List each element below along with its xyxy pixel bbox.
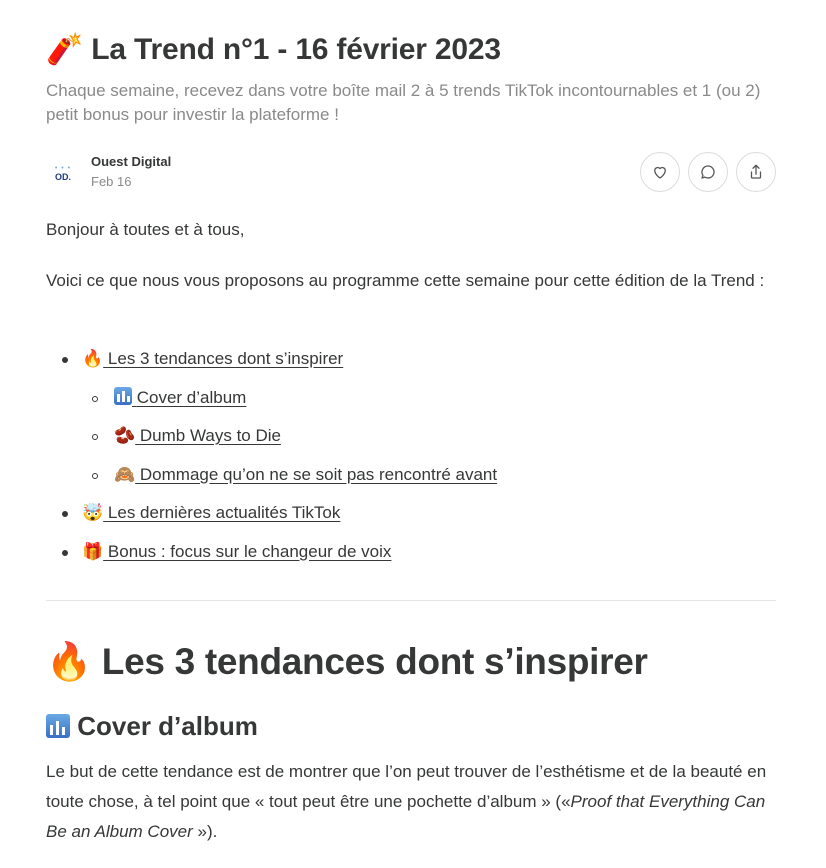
toc-link-label: Dumb Ways to Die (139, 426, 281, 445)
post-actions (640, 152, 776, 192)
toc-link-label: Bonus : focus sur le changeur de voix (107, 541, 392, 561)
body-text: Le but de cette tendance est de montrer que l’on peut trouver de l’esthétisme et de la beauté en toute chose, à tel point que « tout peut être une pochette d’album » (« (46, 762, 767, 811)
post-subtitle: Chaque semaine, recevez dans votre boîte mail 2 à 5 trends TikTok incontournables et 1 (ou 2) petit bonus pour investir la plateforme ! (46, 81, 761, 124)
post-title-text: La Trend n°1 - 16 février 2023 (91, 33, 501, 66)
sub-heading-text: Cover d’album (77, 711, 258, 741)
heart-icon (651, 163, 669, 181)
comment-button[interactable] (688, 152, 728, 192)
toc-link-dumb-ways[interactable] (114, 421, 281, 451)
toc-link-tendances[interactable] (82, 344, 343, 374)
section-heading (46, 637, 648, 687)
like-button[interactable] (640, 152, 680, 192)
avatar[interactable] (46, 156, 80, 190)
body-italic-text: Proof that Everything Can Be an Album Cover (46, 792, 766, 841)
bullet-circle-icon (92, 396, 98, 402)
toc-link-actualites[interactable] (82, 498, 340, 528)
body-text-end: »). (197, 822, 218, 841)
toc-link-label: Les dernières actualités TikTok (107, 503, 341, 522)
bullet-circle-icon (92, 473, 98, 479)
toc-item (46, 460, 776, 499)
cityscape-icon (114, 387, 132, 405)
section-heading-text: Les 3 tendances dont s’inspirer (101, 641, 648, 682)
section-divider (46, 600, 776, 601)
share-icon (747, 163, 765, 181)
toc-link-label: Dommage qu’on ne se soit pas rencontré avant (139, 464, 498, 484)
bullet-disc-icon (62, 357, 68, 363)
table-of-contents (46, 344, 776, 575)
firecracker-icon: 🧨 (46, 32, 84, 67)
toc-link-bonus[interactable] (82, 537, 391, 567)
toc-link-dommage[interactable] (114, 460, 497, 490)
comment-icon (699, 163, 717, 181)
share-button[interactable] (736, 152, 776, 192)
program-text: Voici ce que nous vous proposons au programme cette semaine pour cette édition de la Trend : (46, 271, 765, 290)
body-paragraph (46, 757, 776, 847)
fire-icon: 🔥 (46, 640, 92, 683)
cityscape-icon (46, 714, 70, 738)
post-date: Feb 16 (91, 174, 132, 189)
author-name[interactable]: Ouest Digital (91, 154, 172, 169)
toc-item (46, 498, 776, 537)
post-title (46, 30, 501, 70)
toc-link-cover-album[interactable] (114, 383, 246, 413)
see-no-evil-monkey-icon: 🙈 (114, 464, 136, 485)
beans-icon: 🫘 (114, 426, 136, 446)
exploding-head-icon: 🤯 (82, 503, 104, 523)
toc-item (46, 537, 776, 576)
fire-icon: 🔥 (82, 349, 104, 369)
toc-item (46, 344, 776, 383)
toc-link-label: Les 3 tendances dont s’inspirer (107, 349, 344, 368)
toc-item (46, 383, 776, 422)
gift-icon: 🎁 (82, 541, 104, 562)
bullet-circle-icon (92, 434, 98, 440)
sub-heading (46, 708, 258, 744)
toc-item (46, 421, 776, 460)
avatar-monogram: OD. (54, 171, 71, 182)
greeting-text: Bonjour à toutes et à tous, (46, 220, 245, 239)
byline (46, 152, 776, 192)
bullet-disc-icon (62, 511, 68, 517)
bullet-disc-icon (62, 550, 68, 556)
avatar-dots-icon: • • • (54, 164, 72, 172)
toc-link-label: Cover d’album (136, 387, 247, 407)
